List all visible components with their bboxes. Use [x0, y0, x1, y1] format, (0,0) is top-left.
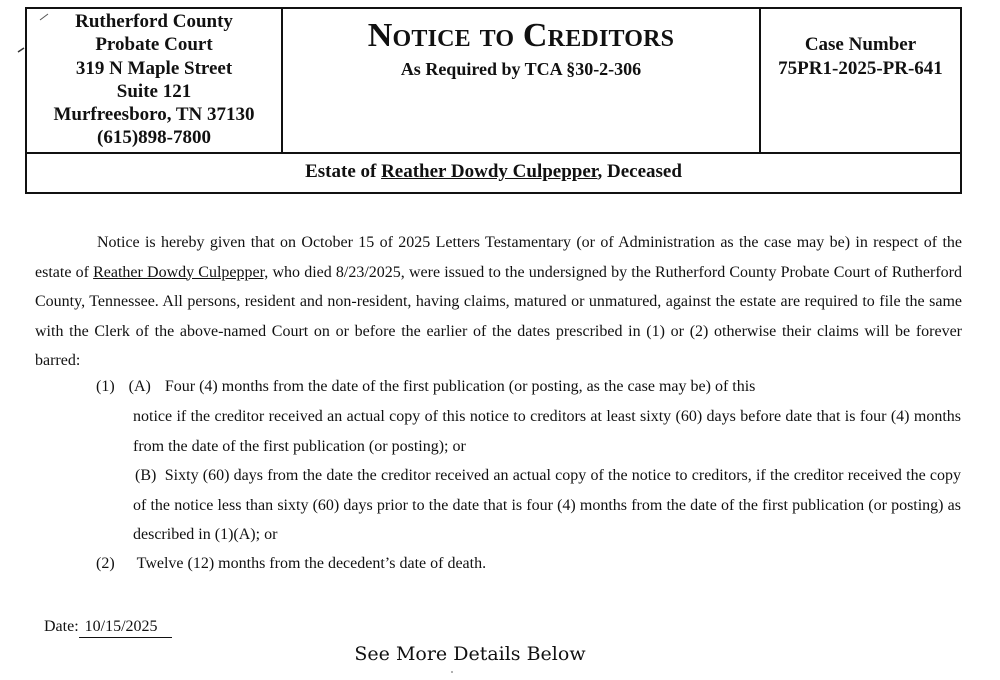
- notice-header: [25, 7, 962, 194]
- estate-row: [27, 152, 960, 192]
- paragraph-intro: Notice is hereby given that on October 15 of 2025 Letters Testamentary (or of Administration as the case may be) in respect of the estate of: [35, 234, 962, 281]
- decedent-name: Reather Dowdy Culpepper: [381, 161, 598, 182]
- estate-prefix: Estate of: [305, 161, 377, 182]
- paragraph-rest: who died 8/23/2025, were issued to the undersigned by the Rutherford County Probate Court of Rutherford County, Tennessee. All persons, resident and non-resident, having claims, matured or unmatured, against the estate are required to file the same with the Clerk of the above-named Court on or before the earlier of the dates prescribed in (1) or (2) otherwise their claims will be forever barred:: [35, 263, 963, 370]
- notice-paragraph: [35, 228, 962, 376]
- item-2: [96, 549, 486, 579]
- case-number-box: [761, 9, 960, 152]
- scan-mark: [18, 48, 24, 52]
- court-address-line2: Suite 121: [116, 80, 192, 102]
- court-name: Rutherford County: [75, 11, 233, 32]
- date-label: Date:: [44, 618, 79, 635]
- paragraph-decedent-name: Reather Dowdy Culpepper,: [93, 263, 269, 281]
- estate-suffix: , Deceased: [597, 161, 682, 182]
- court-city-state-zip: Murfreesboro, TN 37130: [53, 104, 255, 126]
- case-number-value: 75PR1-2025-PR-641: [778, 58, 943, 79]
- scan-dot: [451, 671, 453, 673]
- court-info-box: [27, 9, 283, 152]
- item-1-number: (1): [96, 378, 115, 395]
- date-line: [44, 614, 172, 640]
- item-1b-label: (B): [135, 467, 157, 484]
- item-2-text: Twelve (12) months from the decedent’s date of death.: [136, 555, 487, 572]
- notice-subtitle: As Required by TCA §30-2-306: [400, 59, 642, 79]
- court-type: Probate Court: [95, 34, 213, 56]
- court-address-line1: 319 N Maple Street: [75, 57, 233, 79]
- item-1b: [133, 461, 961, 550]
- item-2-number: (2): [96, 555, 115, 572]
- see-more-details[interactable]: See More Details Below: [354, 643, 586, 665]
- date-value: 10/15/2025: [79, 617, 172, 638]
- item-1a-first-line: Four (4) months from the date of the first publication (or posting, as the case may be) of this: [164, 378, 756, 395]
- title-box: [283, 9, 761, 152]
- court-phone: (615)898-7800: [97, 127, 211, 149]
- item-1a-label: (A): [128, 378, 151, 395]
- item-1b-text: Sixty (60) days from the date the creditor received an actual copy of the notice to creditors, if the creditor received the copy of the notice less than sixty (60) days prior to the date that is four (4) months from the date of the first publication (or posting) as described in (1)(A); or: [133, 467, 961, 544]
- item-1a-continuation: notice if the creditor received an actual copy of this notice to creditors at least sixty (60) days before date that is four (4) months from the date of the first publication (or posting); or: [133, 408, 961, 455]
- notice-title: Notice to Creditors: [367, 17, 675, 54]
- item-1: [96, 372, 755, 402]
- case-number-label: Case Number: [804, 34, 917, 55]
